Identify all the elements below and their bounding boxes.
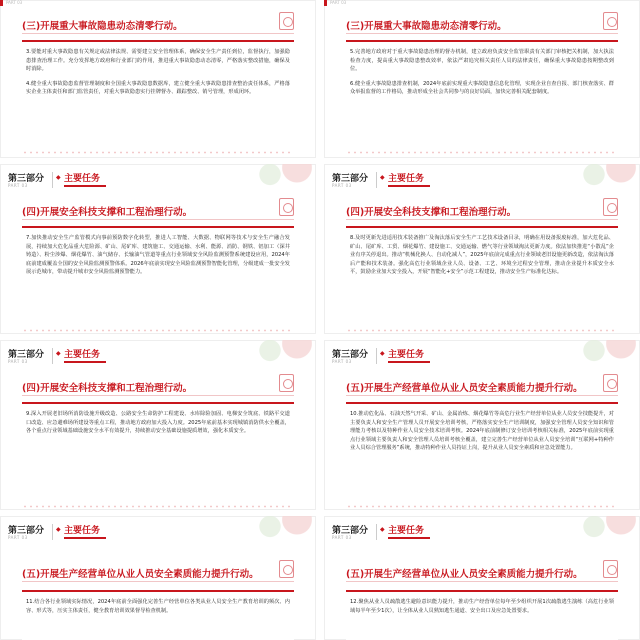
content-box bbox=[346, 402, 618, 502]
slide-5[interactable] bbox=[0, 340, 316, 510]
part-en-label: PART 03 bbox=[8, 183, 28, 188]
section-title-row bbox=[22, 16, 294, 34]
section-title: (五)开展生产经营单位从业人员安全素质能力提升行动。 bbox=[346, 383, 583, 394]
seal-icon bbox=[603, 12, 618, 30]
topic-underline bbox=[64, 361, 106, 363]
topic-underline bbox=[64, 537, 106, 539]
slide-8[interactable] bbox=[324, 516, 640, 640]
slide-header bbox=[324, 516, 640, 550]
content-box bbox=[346, 226, 618, 326]
decor-shape bbox=[558, 164, 640, 188]
section-title-row bbox=[346, 378, 618, 396]
seal-icon bbox=[279, 198, 294, 216]
part-en-label: PART 03 bbox=[8, 535, 28, 540]
seal-icon bbox=[279, 12, 294, 30]
slide-4[interactable] bbox=[324, 164, 640, 334]
header-divider bbox=[52, 172, 53, 188]
part-label: 第三部分 bbox=[8, 350, 45, 360]
header-divider bbox=[52, 348, 53, 364]
header-divider bbox=[52, 524, 53, 540]
content-box bbox=[22, 402, 294, 502]
section-title-row bbox=[346, 16, 618, 34]
seal-icon bbox=[603, 198, 618, 216]
part-en-label: PART 03 bbox=[332, 183, 352, 188]
paragraph: 7.加快推动安全生产监管模式向事前预防数字化转型，推进人工智能、大数据、物联网等技术与安全生产融合发展，持续加大危化品重大危险源、矿山、尾矿库、建筑施工、交通运输、水利、能源、消防、钢铁、铝加工（深井铸造）、粉尘涉爆、烟花爆竹、油气储存、长输油气管道等重点行业领域安全风险监测预警系统建设应用，2024年底前建成覆盖全国的安全风险监测预警体系。2026年底前实现安全风险监测预警智能化管理，分级建成一批安全发展示范城市，带动提升城市安全风险监测预警能力。 bbox=[26, 235, 290, 276]
paragraph: 10.推动危化品、石油天然气开采、矿山、金属冶炼、烟花爆竹等高危行业生产经营单位从业人员安全技能提升，对主要负责人和安全生产管理人员开展安全培训考核，严格落实安全生产培训制度，加强安全管理人员安全知识和管理能力考核以及特种作业人员安全技术培训考核。2024年底前制修订安全培训考核相关标准，2025年底前实现重点行业领域主要负责人和安全管理人员培训考核全覆盖，建立完善生产经营单位从业人员安全培训“互联网+特种作业人员综合管理服务”系统，推动特种作业人员持证上岗，提升从业人员安全素质和应急处置能力。 bbox=[350, 411, 614, 452]
content-box bbox=[22, 226, 294, 326]
topic-label: 主要任务 bbox=[64, 350, 101, 360]
slide-header bbox=[0, 164, 316, 198]
topic-label: 主要任务 bbox=[64, 174, 101, 184]
section-title-row bbox=[22, 202, 294, 220]
part-label: 第三部分 bbox=[332, 526, 369, 536]
content-box bbox=[346, 590, 618, 640]
bullet-icon: ◆ bbox=[380, 350, 385, 357]
part-en-label: PART 03 bbox=[6, 0, 23, 5]
decor-shape bbox=[558, 340, 640, 364]
content-box bbox=[22, 40, 294, 148]
bullet-icon: ◆ bbox=[56, 174, 61, 181]
paragraph: 12.聚焦从业人员疏散逃生避险意识能力提升，推动生产经营单位每年至少组织开展1次疏散逃生演练（高危行业领域每半年至少1次），让全体从业人员熟知逃生通道、安全出口及应急处置要求。 bbox=[350, 599, 614, 614]
decor-shape bbox=[234, 340, 316, 364]
section-title-row bbox=[22, 564, 294, 582]
header-divider bbox=[376, 348, 377, 364]
header-bar bbox=[0, 0, 3, 6]
paragraph: 3.要能对重大事故隐患有关规定或法律法规、需要建立安全管理体系，确保安全生产责任到位，监督执行，加强隐患排查治理工作。充分发挥地方政府和行业部门的作用，推进重大事故隐患动态清零，严格落实整改措施，确保及时消除。 bbox=[26, 49, 290, 73]
section-title: (五)开展生产经营单位从业人员安全素质能力提升行动。 bbox=[346, 569, 583, 580]
topic-label: 主要任务 bbox=[388, 174, 425, 184]
section-title-row bbox=[346, 564, 618, 582]
topic-label: 主要任务 bbox=[64, 526, 101, 536]
slide-2[interactable] bbox=[324, 0, 640, 158]
slide-3[interactable] bbox=[0, 164, 316, 334]
decor-shape bbox=[234, 516, 316, 540]
section-title: (五)开展生产经营单位从业人员安全素质能力提升行动。 bbox=[22, 569, 259, 580]
paragraph: 5.完善地方政府对于重大事故隐患治理的督办机制，建立政府负责安全监管职责有关部门审核把关机制，加大执法检查力度，提高重大事故隐患整改效率，依法严肃追究相关责任人员的法律责任，确保重大事故隐患按期整改到位。 bbox=[350, 49, 614, 73]
slide-1[interactable] bbox=[0, 0, 316, 158]
slide-header bbox=[0, 516, 316, 550]
slide-header bbox=[324, 340, 640, 374]
section-title: (三)开展重大事故隐患动态清零行动。 bbox=[22, 21, 183, 32]
seal-icon bbox=[603, 374, 618, 392]
thin-header bbox=[0, 0, 316, 6]
bullet-icon: ◆ bbox=[380, 526, 385, 533]
part-label: 第三部分 bbox=[8, 174, 45, 184]
topic-underline bbox=[388, 361, 430, 363]
slide-6[interactable] bbox=[324, 340, 640, 510]
slide-header bbox=[324, 164, 640, 198]
content-box bbox=[346, 40, 618, 148]
paragraph: 6.健全重大事故隐患排查机制，2024年底前实现重大事故隐患信息化管理，实现企业自查自报、部门核查落实、群众举报监督的工作格局，推动形成全社会共同参与的良好局面，加快完善相关配套制度。 bbox=[350, 80, 614, 96]
seal-icon bbox=[603, 560, 618, 578]
header-bar bbox=[324, 0, 327, 6]
paragraph: 11.结合各行业领域实际情况，2024年底前全面强化完善生产经营单位各类从业人员安全生产教育培训的频次、内容、形式等，压实主体责任，健全教育培训效果督导检查机制。 bbox=[26, 599, 290, 614]
part-en-label: PART 03 bbox=[332, 535, 352, 540]
topic-underline bbox=[64, 185, 106, 187]
bullet-icon: ◆ bbox=[56, 350, 61, 357]
part-en-label: PART 03 bbox=[8, 359, 28, 364]
part-en-label: PART 03 bbox=[332, 359, 352, 364]
paragraph: 4.健全重大事故隐患监督管理制度和全国重大事故隐患数据库，建立健全重大事故隐患排查整治责任体系，严格落实企业主体责任和部门监管责任，对重大事故隐患实行挂牌督办、跟踪整改、销号管理，形成闭环。 bbox=[26, 80, 290, 96]
header-divider bbox=[376, 172, 377, 188]
section-title: (四)开展安全科技支撑和工程治理行动。 bbox=[22, 207, 193, 218]
seal-icon bbox=[279, 374, 294, 392]
content-box bbox=[22, 590, 294, 640]
section-title: (三)开展重大事故隐患动态清零行动。 bbox=[346, 21, 507, 32]
slide-header bbox=[0, 340, 316, 374]
topic-label: 主要任务 bbox=[388, 350, 425, 360]
decor-shape bbox=[234, 164, 316, 188]
header-divider bbox=[376, 524, 377, 540]
decor-shape bbox=[558, 516, 640, 540]
paragraph: 8.及时更新先进适用技术装备推广及淘汰落后安全生产工艺技术设备目录，明确在用设备报废标准，加大危化品、矿山、尾矿库、工贸、烟花爆竹、建设施工、交通运输、燃气等行业领域淘汰更新力度。依法加快推进“小散乱”企业有序关停退出。推动“机械化换人、自动化减人”，2025年底前完成重点行业领域老旧设施更新改造，依法淘汰落后产能和技术装备。强化高危行业领域企业人员、设备、工艺、环境全过程安全管理，推动企业提升本质安全水平，鼓励企业加大安全投入，开展“智能化+安全”示范工程建设，推动安全生产标准化达标。 bbox=[350, 235, 614, 276]
topic-underline bbox=[388, 185, 430, 187]
section-title-row bbox=[22, 378, 294, 396]
part-label: 第三部分 bbox=[8, 526, 45, 536]
bullet-icon: ◆ bbox=[380, 174, 385, 181]
part-label: 第三部分 bbox=[332, 350, 369, 360]
topic-underline bbox=[388, 537, 430, 539]
section-title-row bbox=[346, 202, 618, 220]
paragraph: 9.深入开展老旧场所消防设施升级改造、公路安全生命防护工程建设、水库除险加固、电梯安全筑底、铁路平交道口改造、应急避难场所建设等重点工程，推动地方政府加大投入力度。2025年底前基本实现城镇消防供水全覆盖，各个重点行业领域基础设施安全水平有效提升，持续推动安全基础设施提质增效，强化本质安全。 bbox=[26, 411, 290, 435]
seal-icon bbox=[279, 560, 294, 578]
topic-label: 主要任务 bbox=[388, 526, 425, 536]
part-label: 第三部分 bbox=[332, 174, 369, 184]
section-title: (四)开展安全科技支撑和工程治理行动。 bbox=[346, 207, 517, 218]
thin-header bbox=[324, 0, 640, 6]
slide-7[interactable] bbox=[0, 516, 316, 640]
section-title: (四)开展安全科技支撑和工程治理行动。 bbox=[22, 383, 193, 394]
part-en-label: PART 03 bbox=[330, 0, 347, 5]
bullet-icon: ◆ bbox=[56, 526, 61, 533]
